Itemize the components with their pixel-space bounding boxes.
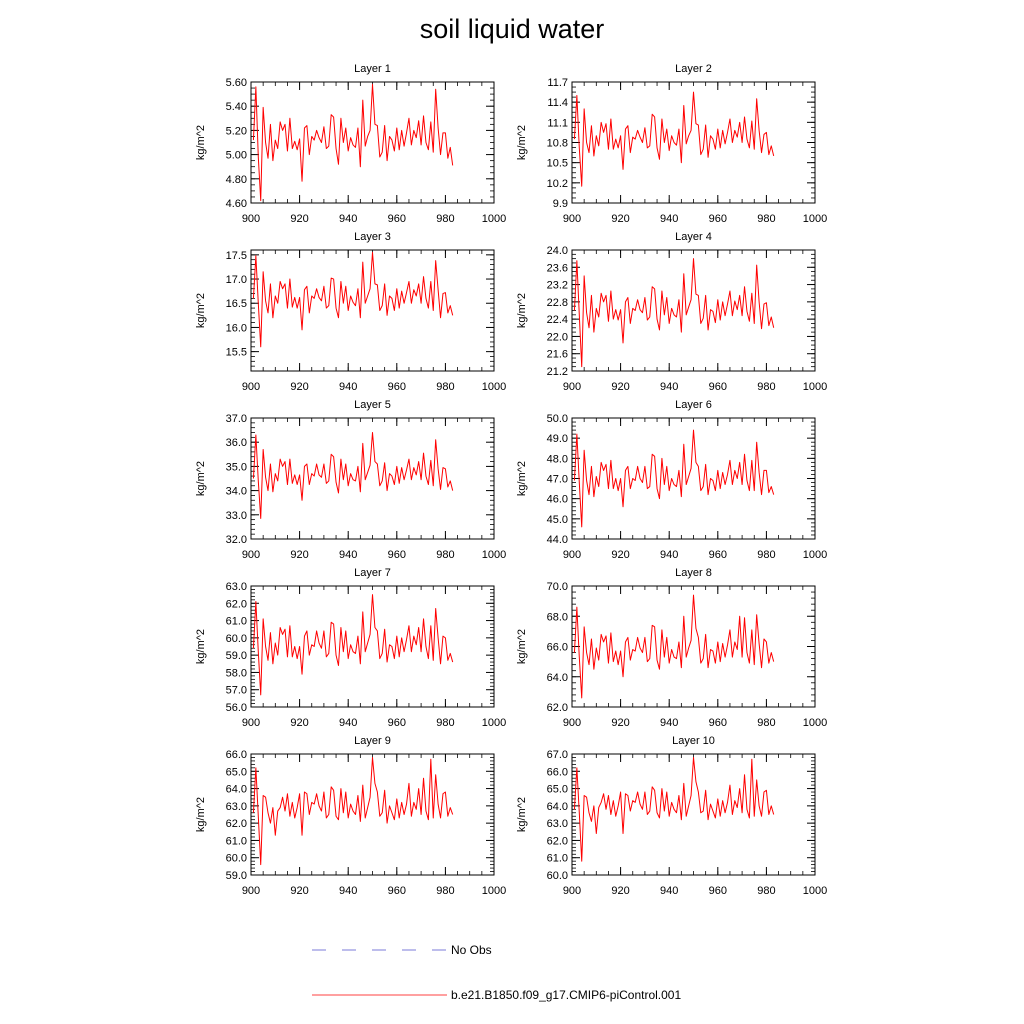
y-tick-label: 62.0 (225, 818, 247, 831)
y-tick-label: 62.0 (546, 702, 568, 714)
x-tick-label: 900 (241, 213, 261, 225)
x-tick-label: 1000 (481, 717, 507, 729)
series-line (253, 595, 452, 695)
page-title: soil liquid water (419, 14, 605, 44)
panel-title: Layer 10 (672, 735, 715, 747)
x-tick-label: 960 (708, 717, 727, 729)
x-tick-label: 1000 (802, 885, 828, 897)
series-line (574, 757, 773, 861)
x-tick-label: 920 (611, 381, 630, 393)
y-tick-label: 62.0 (546, 835, 568, 848)
plot-frame (251, 250, 494, 371)
x-tick-label: 980 (436, 213, 455, 225)
y-tick-label: 5.60 (225, 77, 247, 89)
y-tick-label: 44.0 (546, 534, 568, 546)
y-axis-label: kg/m^2 (516, 124, 528, 161)
panel-9 (195, 735, 506, 897)
x-tick-label: 960 (708, 213, 727, 225)
x-tick-label: 900 (241, 381, 261, 393)
y-tick-label: 11.1 (547, 117, 568, 130)
y-tick-label: 5.00 (225, 149, 247, 162)
y-tick-label: 34.0 (225, 485, 247, 498)
y-tick-label: 11.4 (547, 97, 568, 110)
y-tick-label: 22.4 (546, 314, 568, 327)
x-tick-label: 980 (757, 381, 776, 393)
x-tick-label: 940 (660, 885, 679, 897)
y-axis-label: kg/m^2 (195, 796, 207, 833)
y-axis-label: kg/m^2 (516, 628, 528, 665)
y-axis-label: kg/m^2 (516, 460, 528, 497)
panel-title: Layer 1 (354, 63, 391, 75)
x-tick-label: 940 (660, 549, 679, 561)
y-tick-label: 61.0 (546, 852, 568, 865)
y-tick-label: 68.0 (546, 611, 568, 624)
x-tick-label: 960 (708, 549, 727, 561)
y-tick-label: 17.5 (225, 249, 247, 262)
x-tick-label: 980 (757, 717, 776, 729)
panel-title: Layer 6 (675, 399, 712, 411)
x-tick-label: 920 (290, 885, 309, 897)
x-tick-label: 920 (611, 885, 630, 897)
x-tick-label: 980 (436, 381, 455, 393)
x-tick-label: 920 (290, 213, 309, 225)
legend (312, 943, 681, 1002)
x-tick-label: 900 (562, 549, 582, 561)
y-tick-label: 10.2 (546, 177, 568, 190)
y-tick-label: 4.60 (225, 198, 247, 210)
x-tick-label: 920 (290, 381, 309, 393)
y-tick-label: 57.0 (225, 684, 247, 697)
series-line (574, 259, 773, 367)
x-tick-label: 980 (436, 717, 455, 729)
x-tick-label: 900 (241, 717, 261, 729)
legend-label-no-obs: No Obs (451, 943, 492, 957)
y-tick-label: 9.9 (552, 198, 568, 210)
x-tick-label: 940 (339, 213, 358, 225)
y-tick-label: 21.2 (546, 366, 568, 378)
y-tick-label: 22.0 (546, 331, 568, 344)
x-tick-label: 960 (708, 381, 727, 393)
y-tick-label: 17.0 (225, 274, 247, 287)
panel-title: Layer 8 (675, 567, 712, 579)
y-axis-label: kg/m^2 (195, 292, 207, 329)
panel-1 (195, 63, 506, 225)
y-tick-label: 59.0 (225, 650, 247, 663)
series-line (574, 92, 773, 186)
panel-title: Layer 4 (675, 231, 712, 243)
y-tick-label: 56.0 (225, 702, 247, 714)
y-tick-label: 5.40 (225, 101, 247, 114)
x-tick-label: 940 (339, 549, 358, 561)
x-tick-label: 1000 (481, 549, 507, 561)
y-tick-label: 15.5 (225, 346, 247, 359)
y-tick-label: 10.8 (546, 137, 568, 150)
x-tick-label: 900 (241, 885, 261, 897)
y-axis-label: kg/m^2 (516, 796, 528, 833)
y-tick-label: 50.0 (546, 413, 568, 425)
y-tick-label: 22.8 (546, 296, 568, 309)
y-tick-label: 63.0 (225, 581, 247, 593)
panel-title: Layer 9 (354, 735, 391, 747)
y-tick-label: 58.0 (225, 667, 247, 680)
x-tick-label: 980 (757, 549, 776, 561)
y-tick-label: 4.80 (225, 173, 247, 186)
x-tick-label: 940 (339, 885, 358, 897)
x-tick-label: 960 (387, 717, 406, 729)
x-tick-label: 940 (339, 717, 358, 729)
y-tick-label: 60.0 (546, 870, 568, 882)
y-tick-label: 11.7 (547, 77, 568, 89)
x-tick-label: 960 (387, 381, 406, 393)
panel-8 (516, 567, 827, 729)
y-tick-label: 66.0 (546, 766, 568, 779)
y-tick-label: 63.0 (225, 800, 247, 813)
plot-frame (572, 754, 815, 875)
panel-title: Layer 3 (354, 231, 391, 243)
y-axis-label: kg/m^2 (195, 124, 207, 161)
y-tick-label: 46.0 (546, 493, 568, 506)
plot-frame (251, 586, 494, 707)
y-tick-label: 48.0 (546, 453, 568, 466)
x-tick-label: 960 (708, 885, 727, 897)
x-tick-label: 1000 (481, 213, 507, 225)
y-tick-label: 60.0 (225, 852, 247, 865)
x-tick-label: 980 (436, 885, 455, 897)
y-tick-label: 16.5 (225, 298, 247, 311)
panel-4 (516, 231, 827, 393)
y-tick-label: 37.0 (225, 413, 247, 425)
x-tick-label: 940 (660, 381, 679, 393)
series-line (253, 84, 452, 200)
y-tick-label: 33.0 (225, 509, 247, 522)
y-tick-label: 36.0 (225, 437, 247, 450)
panel-5 (195, 399, 506, 561)
y-tick-label: 62.0 (225, 598, 247, 611)
y-tick-label: 66.0 (546, 641, 568, 654)
series-line (574, 430, 773, 527)
y-tick-label: 23.6 (546, 262, 568, 275)
plot-frame (251, 82, 494, 203)
y-tick-label: 63.0 (546, 818, 568, 831)
y-tick-label: 23.2 (546, 279, 568, 292)
x-tick-label: 1000 (802, 717, 828, 729)
panel-2 (516, 63, 827, 225)
y-tick-label: 70.0 (546, 581, 568, 593)
y-tick-label: 66.0 (225, 749, 247, 761)
legend-label-case: b.e21.B1850.f09_g17.CMIP6-piControl.001 (451, 988, 682, 1002)
x-tick-label: 980 (436, 549, 455, 561)
panel-7 (195, 567, 506, 729)
series-line (253, 757, 452, 864)
y-axis-label: kg/m^2 (516, 292, 528, 329)
x-tick-label: 920 (290, 549, 309, 561)
y-tick-label: 45.0 (546, 513, 568, 526)
x-tick-label: 900 (562, 213, 582, 225)
x-tick-label: 1000 (481, 381, 507, 393)
y-tick-label: 5.20 (225, 125, 247, 138)
y-tick-label: 24.0 (546, 245, 568, 257)
x-tick-label: 960 (387, 213, 406, 225)
y-axis-label: kg/m^2 (195, 628, 207, 665)
y-tick-label: 10.5 (546, 157, 568, 170)
y-tick-label: 60.0 (225, 632, 247, 645)
y-tick-label: 59.0 (225, 870, 247, 882)
panel-6 (516, 399, 827, 561)
series-line (253, 433, 452, 519)
x-tick-label: 900 (241, 549, 261, 561)
y-tick-label: 49.0 (546, 433, 568, 446)
panel-title: Layer 5 (354, 399, 391, 411)
x-tick-label: 920 (290, 717, 309, 729)
y-tick-label: 32.0 (225, 534, 247, 546)
panel-3 (195, 231, 506, 393)
y-tick-label: 35.0 (225, 461, 247, 474)
x-tick-label: 940 (339, 381, 358, 393)
x-tick-label: 980 (757, 885, 776, 897)
y-tick-label: 65.0 (225, 766, 247, 779)
x-tick-label: 1000 (802, 213, 828, 225)
x-tick-label: 900 (562, 381, 582, 393)
plot-frame (572, 82, 815, 203)
plot-frame (572, 250, 815, 371)
y-tick-label: 65.0 (546, 783, 568, 796)
series-line (253, 252, 452, 346)
x-tick-label: 940 (660, 213, 679, 225)
y-tick-label: 47.0 (546, 473, 568, 486)
y-tick-label: 61.0 (225, 835, 247, 848)
y-tick-label: 64.0 (546, 800, 568, 813)
x-tick-label: 1000 (802, 381, 828, 393)
panel-title: Layer 7 (354, 567, 391, 579)
x-tick-label: 900 (562, 717, 582, 729)
y-axis-label: kg/m^2 (195, 460, 207, 497)
y-tick-label: 64.0 (546, 671, 568, 684)
x-tick-label: 940 (660, 717, 679, 729)
y-tick-label: 67.0 (546, 749, 568, 761)
series-line (574, 595, 773, 698)
x-tick-label: 960 (387, 885, 406, 897)
x-tick-label: 1000 (481, 885, 507, 897)
y-tick-label: 21.6 (546, 348, 568, 361)
x-tick-label: 920 (611, 213, 630, 225)
x-tick-label: 960 (387, 549, 406, 561)
x-tick-label: 900 (562, 885, 582, 897)
y-tick-label: 61.0 (225, 615, 247, 628)
y-tick-label: 64.0 (225, 783, 247, 796)
x-tick-label: 980 (757, 213, 776, 225)
x-tick-label: 920 (611, 549, 630, 561)
panel-10 (516, 735, 827, 897)
x-tick-label: 1000 (802, 549, 828, 561)
plot-frame (251, 754, 494, 875)
panel-title: Layer 2 (675, 63, 712, 75)
y-tick-label: 16.0 (225, 322, 247, 335)
x-tick-label: 920 (611, 717, 630, 729)
